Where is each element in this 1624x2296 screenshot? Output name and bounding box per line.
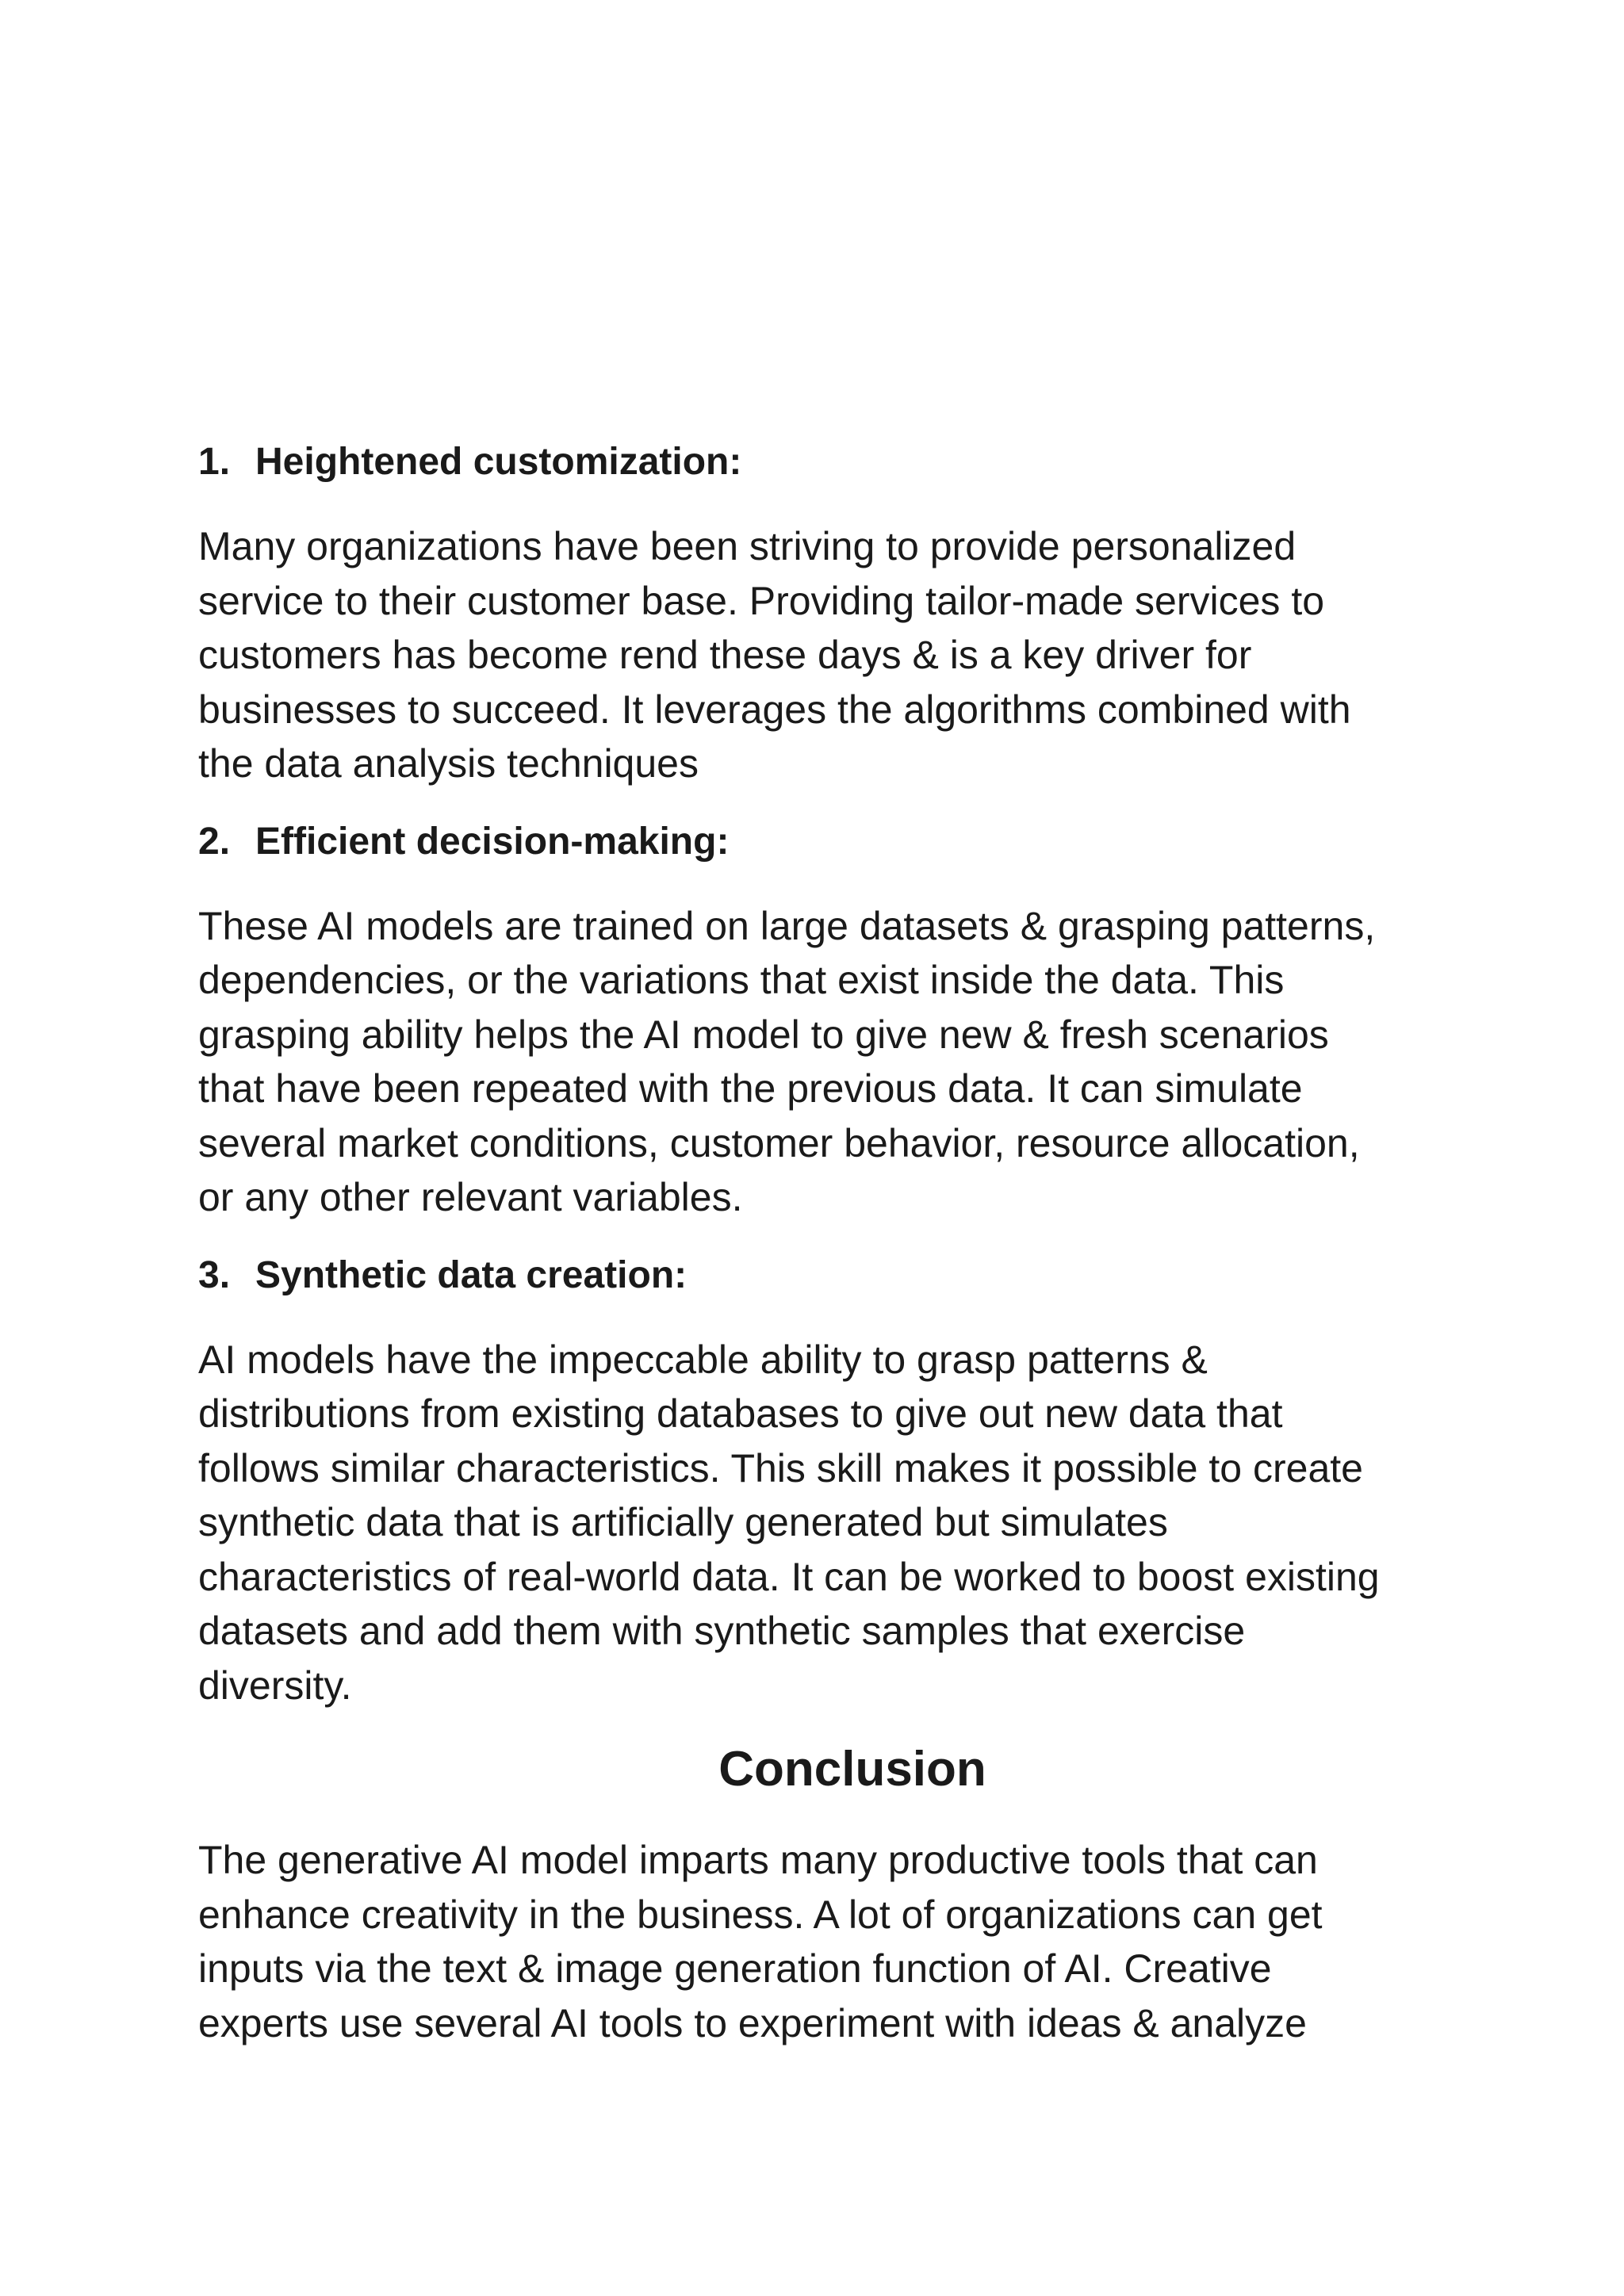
- section-title: Efficient decision-making:: [255, 820, 730, 863]
- paragraph-line: Many organizations have been striving to provide personalized: [198, 524, 1297, 568]
- paragraph-line: characteristics of real-world data. It can be worked to boost existing: [198, 1554, 1380, 1599]
- paragraph-line: datasets and add them with synthetic samples that exercise: [198, 1609, 1246, 1653]
- section-number: 3.: [198, 1253, 231, 1296]
- section-heading-3: [198, 1253, 1451, 1298]
- section-paragraph-1: [198, 519, 1451, 791]
- section-paragraph-3: [198, 1333, 1451, 1713]
- section-title: Synthetic data creation:: [255, 1253, 688, 1296]
- paragraph-line: inputs via the text & image generation function of AI. Creative: [198, 1946, 1272, 1991]
- paragraph-line: the data analysis techniques: [198, 741, 699, 786]
- paragraph-line: businesses to succeed. It leverages the algorithms combined with: [198, 687, 1351, 732]
- paragraph-line: service to their customer base. Providing tailor-made services to: [198, 578, 1325, 623]
- section-number: 1.: [198, 441, 231, 483]
- section-paragraph-2: [198, 899, 1451, 1225]
- paragraph-line: grasping ability helps the AI model to give new & fresh scenarios: [198, 1012, 1329, 1057]
- section-heading-2: [198, 820, 1451, 864]
- conclusion-heading: Conclusion: [718, 1742, 986, 1797]
- paragraph-line: experts use several AI tools to experiment with ideas & analyze: [198, 2000, 1307, 2045]
- paragraph-line: synthetic data that is artificially generated but simulates: [198, 1500, 1168, 1544]
- paragraph-line: follows similar characteristics. This skill makes it possible to create: [198, 1445, 1363, 1490]
- section-title: Heightened customization:: [255, 441, 742, 483]
- paragraph-line: diversity.: [198, 1663, 352, 1708]
- conclusion-paragraph: [198, 1833, 1451, 2050]
- paragraph-line: AI models have the impeccable ability to grasp patterns &: [198, 1337, 1208, 1382]
- paragraph-line: distributions from existing databases to give out new data that: [198, 1391, 1283, 1436]
- paragraph-line: enhance creativity in the business. A lot of organizations can get: [198, 1892, 1323, 1937]
- paragraph-line: that have been repeated with the previous data. It can simulate: [198, 1066, 1303, 1111]
- section-number: 2.: [198, 820, 231, 863]
- paragraph-line: or any other relevant variables.: [198, 1175, 743, 1219]
- section-heading-1: [198, 440, 1451, 484]
- paragraph-line: The generative AI model imparts many productive tools that can: [198, 1838, 1318, 1882]
- paragraph-line: customers has become rend these days & is a key driver for: [198, 633, 1252, 677]
- document-content: [198, 440, 1451, 2079]
- paragraph-line: These AI models are trained on large datasets & grasping patterns,: [198, 903, 1376, 948]
- paragraph-line: several market conditions, customer behavior, resource allocation,: [198, 1120, 1360, 1165]
- paragraph-line: dependencies, or the variations that exist inside the data. This: [198, 958, 1285, 1002]
